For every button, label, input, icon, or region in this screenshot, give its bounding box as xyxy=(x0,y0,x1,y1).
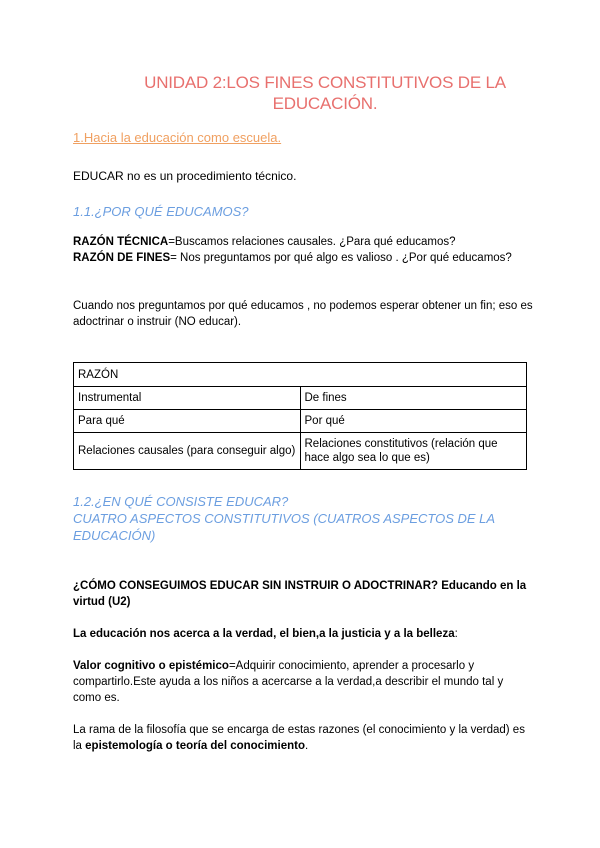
section-heading-1-1: 1.1.¿POR QUÉ EDUCAMOS? xyxy=(73,204,249,219)
table-header-row xyxy=(74,363,527,387)
epistemology-paragraph xyxy=(73,722,533,754)
table-cell: Instrumental xyxy=(74,387,301,410)
table-row xyxy=(74,433,527,470)
razon-tecnica-text: =Buscamos relaciones causales. ¿Para qué educamos? xyxy=(168,236,456,248)
section-heading-1: 1.Hacia la educación como escuela. xyxy=(73,130,282,145)
section-heading-1-2-line2: CUATRO ASPECTOS CONSTITUTIVOS (CUATROS ASPECTOS DE LA EDUCACIÓN) xyxy=(73,511,495,543)
unit-title: UNIDAD 2:LOS FINES CONSTITUTIVOS DE LA EDUCACIÓN. xyxy=(144,73,506,113)
razon-fines-label: RAZÓN DE FINES xyxy=(73,252,171,264)
table-cell: Relaciones constitutivos (relación que hace algo sea lo que es) xyxy=(300,433,527,470)
table-cell: De fines xyxy=(300,387,527,410)
table-row xyxy=(74,387,527,410)
question-paragraph: ¿CÓMO CONSEGUIMOS EDUCAR SIN INSTRUIR O ADOCTRINAR? Educando en la virtud (U2) xyxy=(73,580,527,608)
epistemology-term: epistemología o teoría del conocimiento xyxy=(85,740,305,752)
education-statement-tail: : xyxy=(454,628,458,640)
razon-tecnica-label: RAZÓN TÉCNICA xyxy=(73,236,169,248)
razon-fines-text: = Nos preguntamos por qué algo es valioso . ¿Por qué educamos? xyxy=(170,252,512,264)
education-statement xyxy=(73,626,533,642)
valor-cognitivo-text: =Adquirir conocimiento, aprender a procesarlo y compartirlo.Este ayuda a los niños a acercarse a la verdad,a describir el mundo tal y como es. xyxy=(73,660,504,704)
reasons-definitions xyxy=(73,234,533,266)
table-cell: Para qué xyxy=(74,410,301,433)
table-header-cell: RAZÓN xyxy=(74,363,527,387)
table-cell: Relaciones causales (para conseguir algo) xyxy=(74,433,301,470)
epistemology-text-2: . xyxy=(304,740,309,752)
section-heading-1-2-line1: 1.2.¿EN QUÉ CONSISTE EDUCAR? xyxy=(73,494,289,509)
epistemology-text-1: La rama de la filosofía que se encarga de estas razones (el conocimiento y la verdad) es la xyxy=(73,724,525,752)
table-cell: Por qué xyxy=(300,410,527,433)
razon-fines-line xyxy=(73,250,533,266)
education-statement-bold: La educación nos acerca a la verdad, el bien,a la justicia y a la belleza xyxy=(73,628,455,640)
table-row xyxy=(74,410,527,433)
educar-statement: EDUCAR no es un procedimiento técnico. xyxy=(73,169,297,183)
reasons-table xyxy=(73,362,527,470)
section-heading-1-2 xyxy=(73,493,533,544)
paragraph-educar-fin: Cuando nos preguntamos por qué educamos , no podemos esperar obtener un fin; eso es adoctrinar o instruir (NO educar). xyxy=(73,300,533,328)
valor-cognitivo-paragraph xyxy=(73,658,533,706)
valor-cognitivo-label: Valor cognitivo o epistémico xyxy=(73,660,229,672)
razon-tecnica-line xyxy=(73,234,533,250)
